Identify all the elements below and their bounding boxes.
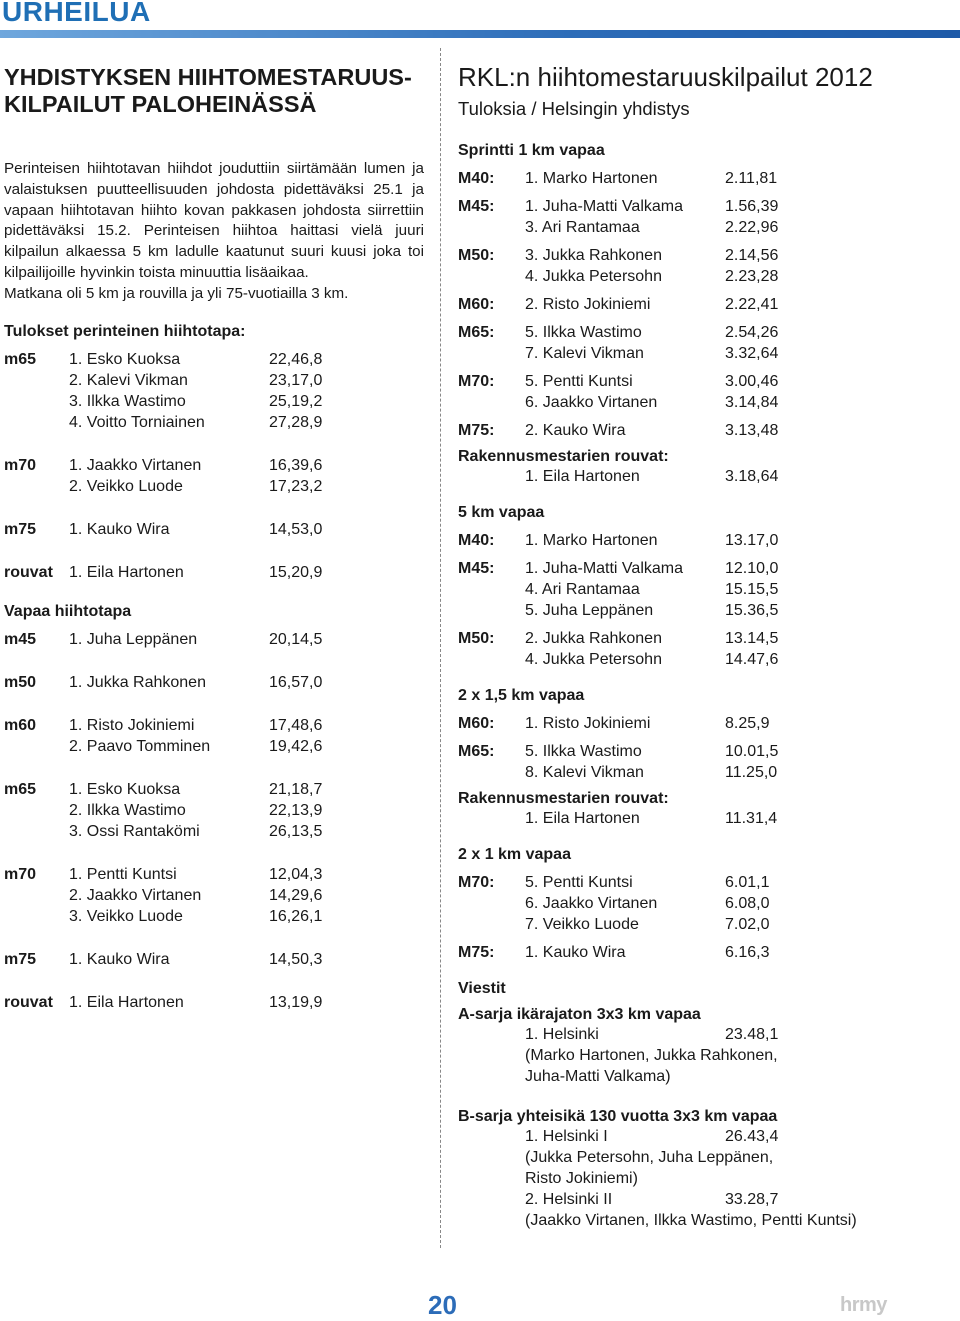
result-group <box>458 245 938 287</box>
competitor-name: 5. Ilkka Wastimo <box>525 324 642 341</box>
competitor-name: 2. Jaakko Virtanen <box>69 886 202 904</box>
result-group <box>458 371 938 413</box>
class-label: m70 <box>4 456 37 474</box>
result-time: 13,19,9 <box>269 993 323 1011</box>
competitor-name: 1. Eila Hartonen <box>69 993 184 1011</box>
result-time: 8.25,9 <box>725 715 770 732</box>
class-label: m45 <box>4 630 37 648</box>
result-group <box>458 294 938 315</box>
competitor-name: 7. Kalevi Vikman <box>525 345 644 362</box>
result-time: 16,57,0 <box>269 673 323 691</box>
result-time: 21,18,7 <box>269 780 323 798</box>
sprint-results <box>458 168 938 441</box>
competitor-name: 4. Jukka Petersohn <box>525 268 662 285</box>
class-label: M65: <box>458 743 495 760</box>
results-subtitle: Tuloksia / Helsingin yhdistys <box>458 98 690 119</box>
relay-result-row <box>525 1189 938 1210</box>
vapaa-results <box>4 629 424 1013</box>
article-title-line: YHDISTYKSEN HIIHTOMESTARUUS- <box>4 64 412 90</box>
result-group <box>4 562 424 583</box>
result-time: 2.23,28 <box>725 268 779 285</box>
a-sarja-results <box>458 1024 938 1087</box>
class-label: rouvat <box>4 993 53 1011</box>
result-group <box>458 628 938 670</box>
result-time: 26,13,5 <box>269 822 323 840</box>
result-time: 14.47,6 <box>725 651 779 668</box>
result-time: 22,46,8 <box>269 350 323 368</box>
intro-paragraph: Perinteisen hiihtotavan hiihdot jouduttiin siirtämään lumen ja valaistuksen puutteellisuuden johdosta pidettäväksi 25.1 ja vapaan hiihtotavan hiihto kovan pakkasen johdosta siirrettiin pidettäväksi 15.2. Perinteisen hiihtoa haittasi vielä juuri kilpailun alkaessa 5 km ladulle kaatunut suuri kuusi joka toi kilpailijoille hyvinkin toista minuuttia lisäaikaa. <box>4 160 424 281</box>
class-label <box>4 412 69 433</box>
competitor-name: 2. Risto Jokiniemi <box>525 296 651 313</box>
result-time: 11.31,4 <box>725 810 778 827</box>
sprint-rouvat-heading: Rakennusmestarien rouvat: <box>458 448 669 465</box>
class-label: M70: <box>458 874 495 891</box>
competitor-name: 5. Pentti Kuntsi <box>525 874 633 891</box>
competitor-name: 4. Voitto Torniainen <box>69 413 205 431</box>
class-label: m50 <box>4 673 37 691</box>
class-label: M45: <box>458 560 495 577</box>
competitor-name: 3. Veikko Luode <box>69 907 183 925</box>
competitor-name: 3. Ossi Rantakömi <box>69 822 200 840</box>
result-group <box>458 530 938 551</box>
section-label: URHEILUA <box>2 0 151 27</box>
class-label: M50: <box>458 630 495 647</box>
class-label <box>4 800 69 821</box>
relay-time: 23.48,1 <box>725 1026 779 1043</box>
class-label: M65: <box>458 324 495 341</box>
class-label: m75 <box>4 520 37 538</box>
result-group <box>458 741 938 783</box>
sprint-rouvat-results <box>458 466 938 487</box>
result-time: 12.10,0 <box>725 560 779 577</box>
competitor-name: 2. Jukka Rahkonen <box>525 630 662 647</box>
class-label: m65 <box>4 350 37 368</box>
km15-results <box>458 713 938 783</box>
competitor-name: 1. Risto Jokiniemi <box>525 715 651 732</box>
class-label <box>458 343 525 364</box>
competitor-name: 5. Ilkka Wastimo <box>525 743 642 760</box>
result-time: 13.14,5 <box>725 630 779 647</box>
relay-team: 2. Helsinki II <box>525 1191 613 1208</box>
result-time: 17,23,2 <box>269 477 323 495</box>
class-label: M75: <box>458 944 495 961</box>
result-time: 17,48,6 <box>269 716 323 734</box>
competitor-name: 4. Ari Rantamaa <box>525 581 640 598</box>
result-time: 16,26,1 <box>269 907 323 925</box>
class-label <box>4 906 69 927</box>
km15-rouvat-results <box>458 808 938 829</box>
class-label: M60: <box>458 296 495 313</box>
class-label <box>458 217 525 238</box>
result-time: 14,53,0 <box>269 520 323 538</box>
relay-time: 33.28,7 <box>725 1191 779 1208</box>
result-time: 6.01,1 <box>725 874 770 891</box>
class-label <box>458 579 525 600</box>
page-number: 20 <box>428 1290 457 1320</box>
result-time: 7.02,0 <box>725 916 770 933</box>
perinteinen-heading: Tulokset perinteinen hiihtotapa: <box>4 322 246 340</box>
class-label: M75: <box>458 422 495 439</box>
result-time: 2.22,96 <box>725 219 779 236</box>
result-time: 2.14,56 <box>725 247 779 264</box>
competitor-name: 1. Eila Hartonen <box>69 563 184 581</box>
result-group <box>458 196 938 238</box>
competitor-name: 2. Kauko Wira <box>525 422 626 439</box>
result-group <box>458 808 938 829</box>
result-time: 19,42,6 <box>269 737 323 755</box>
result-group <box>458 466 938 487</box>
class-label <box>4 885 69 906</box>
relay-members: (Marko Hartonen, Jukka Rahkonen, <box>525 1047 778 1064</box>
publication-logo: hrmy <box>840 1294 887 1316</box>
result-time: 6.16,3 <box>725 944 770 961</box>
competitor-name: 1. Pentti Kuntsi <box>69 865 177 883</box>
intro-text <box>4 159 424 305</box>
competitor-name: 1. Eila Hartonen <box>525 468 640 485</box>
result-time: 12,04,3 <box>269 865 323 883</box>
result-time: 25,19,2 <box>269 392 323 410</box>
a-sarja-heading: A-sarja ikärajaton 3x3 km vapaa <box>458 1006 701 1023</box>
result-time: 3.14,84 <box>725 394 779 411</box>
result-time: 3.18,64 <box>725 468 779 485</box>
results-title: RKL:n hiihtomestaruuskilpailut 2012 <box>458 62 873 92</box>
column-divider <box>440 48 441 1248</box>
relay-result-row <box>525 1024 938 1045</box>
result-group <box>4 779 424 842</box>
competitor-name: 3. Jukka Rahkonen <box>525 247 662 264</box>
class-label <box>458 914 525 935</box>
class-label <box>458 893 525 914</box>
result-time: 22,13,9 <box>269 801 323 819</box>
result-group <box>458 872 938 935</box>
result-group <box>4 629 424 650</box>
relay-team: 1. Helsinki I <box>525 1128 608 1145</box>
result-time: 3.32,64 <box>725 345 779 362</box>
result-time: 2.54,26 <box>725 324 779 341</box>
result-group <box>4 455 424 497</box>
relay-team: 1. Helsinki <box>525 1026 599 1043</box>
competitor-name: 1. Risto Jokiniemi <box>69 716 195 734</box>
competitor-name: 1. Marko Hartonen <box>525 170 658 187</box>
sprint-heading: Sprintti 1 km vapaa <box>458 142 605 159</box>
competitor-name: 3. Ari Rantamaa <box>525 219 640 236</box>
class-label <box>458 466 525 487</box>
result-group <box>4 715 424 757</box>
competitor-name: 8. Kalevi Vikman <box>525 764 644 781</box>
result-time: 13.17,0 <box>725 532 779 549</box>
result-group <box>458 558 938 621</box>
competitor-name: 5. Pentti Kuntsi <box>525 373 633 390</box>
class-label <box>4 736 69 757</box>
competitor-name: 5. Juha Leppänen <box>525 602 654 619</box>
class-label: m60 <box>4 716 37 734</box>
competitor-name: 1. Kauko Wira <box>69 950 170 968</box>
result-group <box>458 168 938 189</box>
article-title-line: KILPAILUT PALOHEINÄSSÄ <box>4 91 317 117</box>
relay-members: (Jukka Petersohn, Juha Leppänen, <box>525 1149 774 1166</box>
competitor-name: 6. Jaakko Virtanen <box>525 895 658 912</box>
competitor-name: 1. Esko Kuoksa <box>69 350 181 368</box>
relay-members: Juha-Matti Valkama) <box>525 1068 671 1085</box>
b-sarja-results <box>458 1126 938 1231</box>
class-label: M40: <box>458 532 495 549</box>
class-label <box>4 370 69 391</box>
result-time: 20,14,5 <box>269 630 323 648</box>
competitor-name: 1. Juha-Matti Valkama <box>525 198 683 215</box>
result-time: 6.08,0 <box>725 895 770 912</box>
relay-result-row <box>525 1126 938 1147</box>
competitor-name: 1. Marko Hartonen <box>525 532 658 549</box>
km1-heading: 2 x 1 km vapaa <box>458 846 571 863</box>
result-group <box>4 864 424 927</box>
class-label: M45: <box>458 198 495 215</box>
result-group <box>458 942 938 963</box>
result-group <box>4 992 424 1013</box>
result-time: 2.11,81 <box>725 170 778 187</box>
class-label: m75 <box>4 950 37 968</box>
competitor-name: 2. Paavo Tomminen <box>69 737 211 755</box>
result-group <box>4 519 424 540</box>
competitor-name: 1. Eila Hartonen <box>525 810 640 827</box>
relay-members: Risto Jokiniemi) <box>525 1170 638 1187</box>
vapaa-heading: Vapaa hiihtotapa <box>4 602 132 620</box>
result-time: 2.22,41 <box>725 296 779 313</box>
result-time: 10.01,5 <box>725 743 779 760</box>
viestit-heading: Viestit <box>458 980 506 997</box>
left-column <box>4 64 424 1013</box>
competitor-name: 4. Jukka Petersohn <box>525 651 662 668</box>
competitor-name: 7. Veikko Luode <box>525 916 639 933</box>
intro-paragraph: Matkana oli 5 km ja rouvilla ja yli 75-vuotiailla 3 km. <box>4 284 349 302</box>
result-group <box>4 349 424 433</box>
result-group <box>458 713 938 734</box>
header-rule <box>0 30 960 38</box>
result-time: 14,29,6 <box>269 886 323 904</box>
competitor-name: 1. Kauko Wira <box>525 944 626 961</box>
competitor-name: 1. Jukka Rahkonen <box>69 673 206 691</box>
competitor-name: 2. Veikko Luode <box>69 477 183 495</box>
result-time: 11.25,0 <box>725 764 778 781</box>
class-label <box>458 808 525 829</box>
relay-time: 26.43,4 <box>725 1128 779 1145</box>
right-column <box>458 62 938 1231</box>
class-label <box>458 762 525 783</box>
result-time: 23,17,0 <box>269 371 323 389</box>
competitor-name: 1. Juha-Matti Valkama <box>525 560 683 577</box>
class-label <box>4 391 69 412</box>
class-label: m65 <box>4 780 37 798</box>
class-label: m70 <box>4 865 37 883</box>
class-label <box>458 266 525 287</box>
result-group <box>4 672 424 693</box>
result-time: 1.56,39 <box>725 198 779 215</box>
class-label: M50: <box>458 247 495 264</box>
result-group <box>458 322 938 364</box>
km15-heading: 2 x 1,5 km vapaa <box>458 687 585 704</box>
competitor-name: 1. Jaakko Virtanen <box>69 456 202 474</box>
article-title <box>4 64 424 118</box>
competitor-name: 2. Ilkka Wastimo <box>69 801 186 819</box>
competitor-name: 3. Ilkka Wastimo <box>69 392 186 410</box>
km1-results <box>458 872 938 963</box>
relay-members: (Jaakko Virtanen, Ilkka Wastimo, Pentti Kuntsi) <box>525 1212 857 1229</box>
result-time: 14,50,3 <box>269 950 323 968</box>
km15-rouvat-heading: Rakennusmestarien rouvat: <box>458 790 669 807</box>
perinteinen-results <box>4 349 424 583</box>
competitor-name: 1. Juha Leppänen <box>69 630 198 648</box>
result-time: 3.13,48 <box>725 422 779 439</box>
result-group <box>4 949 424 970</box>
competitor-name: 6. Jaakko Virtanen <box>525 394 658 411</box>
result-time: 15,20,9 <box>269 563 323 581</box>
class-label: M40: <box>458 170 495 187</box>
result-time: 27,28,9 <box>269 413 323 431</box>
result-group <box>458 420 938 441</box>
b-sarja-heading: B-sarja yhteisikä 130 vuotta 3x3 km vapaa <box>458 1108 778 1125</box>
km5-results <box>458 530 938 670</box>
class-label <box>4 821 69 842</box>
result-time: 3.00,46 <box>725 373 779 390</box>
km5-heading: 5 km vapaa <box>458 504 545 521</box>
class-label: M60: <box>458 715 495 732</box>
class-label <box>4 476 69 497</box>
class-label <box>458 392 525 413</box>
class-label: rouvat <box>4 563 53 581</box>
class-label <box>458 600 525 621</box>
class-label <box>458 649 525 670</box>
competitor-name: 1. Kauko Wira <box>69 520 170 538</box>
class-label: M70: <box>458 373 495 390</box>
result-time: 15.15,5 <box>725 581 779 598</box>
result-time: 16,39,6 <box>269 456 323 474</box>
result-time: 15.36,5 <box>725 602 779 619</box>
competitor-name: 2. Kalevi Vikman <box>69 371 188 389</box>
competitor-name: 1. Esko Kuoksa <box>69 780 181 798</box>
